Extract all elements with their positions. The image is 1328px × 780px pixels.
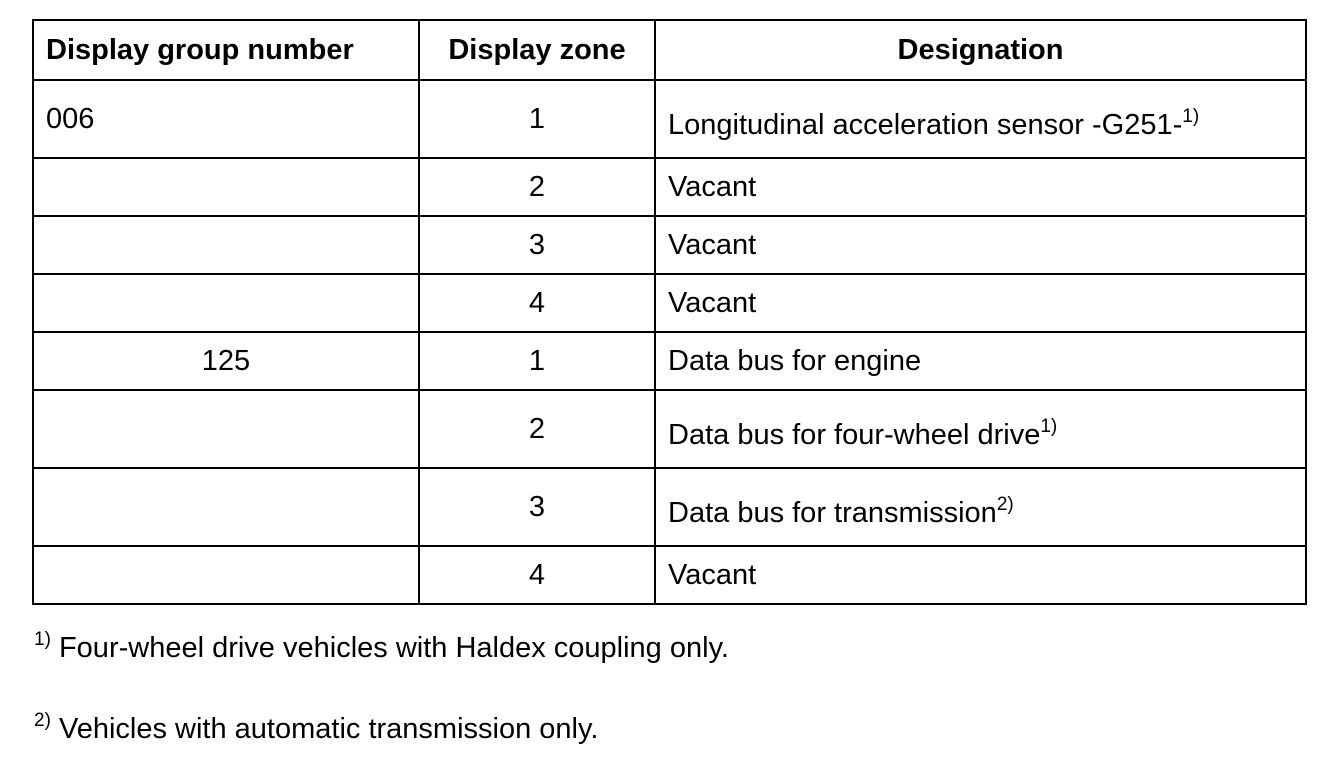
zone-cell: 4 (419, 546, 655, 604)
footnote-1 (34, 629, 729, 665)
designation-cell (655, 468, 1306, 546)
footnote-1-mark: 1) (34, 629, 51, 650)
header-display-group-number: Display group number (33, 20, 419, 80)
designation-cell (655, 216, 1306, 274)
table-row (33, 332, 1306, 390)
table-row (33, 158, 1306, 216)
designation-text: Data bus for transmission (668, 496, 997, 529)
group-number-cell (33, 468, 419, 546)
group-number-cell (33, 216, 419, 274)
designation-text: Vacant (668, 286, 757, 319)
table-row (33, 468, 1306, 546)
designation-cell (655, 546, 1306, 604)
table-row (33, 390, 1306, 468)
group-number-cell (33, 158, 419, 216)
zone-cell: 3 (419, 468, 655, 546)
designation-text: Vacant (668, 228, 757, 261)
designation-cell (655, 332, 1306, 390)
display-group-table (32, 19, 1307, 605)
table-row (33, 546, 1306, 604)
footnote-2-text: Vehicles with automatic transmission only. (58, 713, 599, 745)
designation-text: Data bus for engine (668, 344, 922, 377)
designation-cell (655, 80, 1306, 158)
designation-text: Longitudinal acceleration sensor -G251- (668, 108, 1183, 141)
designation-text: Vacant (668, 170, 757, 203)
designation-cell (655, 274, 1306, 332)
footnote-ref: 2) (996, 493, 1014, 515)
group-number-cell: 125 (33, 332, 419, 390)
table-row (33, 216, 1306, 274)
header-designation: Designation (655, 20, 1306, 80)
table-row (33, 80, 1306, 158)
group-number-cell (33, 390, 419, 468)
zone-cell: 1 (419, 80, 655, 158)
zone-cell: 3 (419, 216, 655, 274)
footnote-ref: 1) (1040, 415, 1058, 437)
designation-text: Vacant (668, 558, 757, 591)
footnote-ref: 1) (1182, 105, 1200, 127)
zone-cell: 2 (419, 390, 655, 468)
designation-cell (655, 390, 1306, 468)
zone-cell: 2 (419, 158, 655, 216)
designation-text: Data bus for four-wheel drive (668, 418, 1041, 451)
zone-cell: 1 (419, 332, 655, 390)
zone-cell: 4 (419, 274, 655, 332)
footnote-2 (34, 710, 599, 746)
group-number-cell (33, 546, 419, 604)
footnote-2-mark: 2) (34, 710, 51, 731)
group-number-cell (33, 274, 419, 332)
header-display-zone: Display zone (419, 20, 655, 80)
table-header-row (33, 20, 1306, 80)
footnote-1-text: Four-wheel drive vehicles with Haldex coupling only. (58, 632, 729, 664)
group-number-cell: 006 (33, 80, 419, 158)
designation-cell (655, 158, 1306, 216)
table-row (33, 274, 1306, 332)
